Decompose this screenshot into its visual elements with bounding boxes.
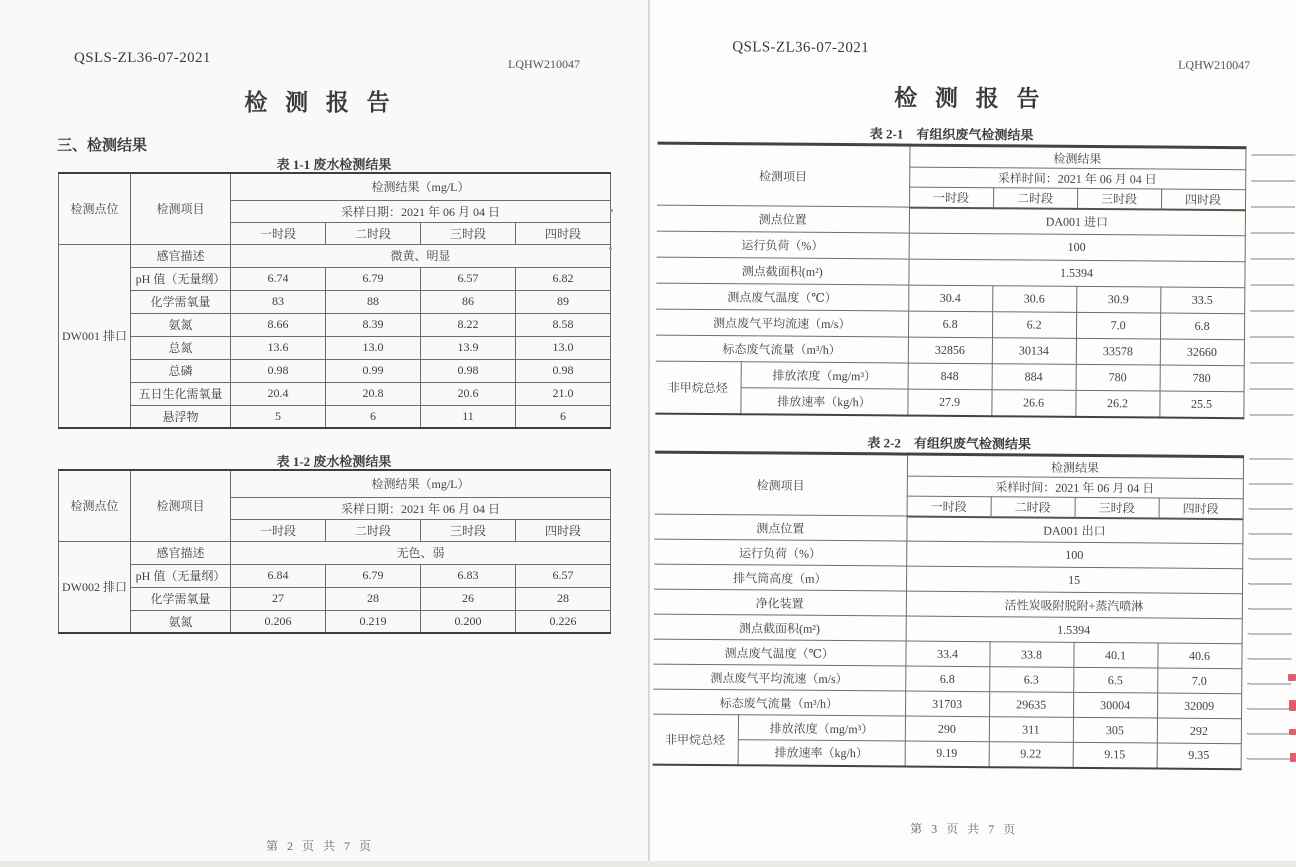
value-cell: 33578: [1076, 338, 1160, 365]
page-right-content: [648, 0, 1296, 861]
value-cell: 6.57: [421, 267, 516, 290]
period-cell: 四时段: [516, 519, 611, 541]
value-cell: 33.4: [905, 641, 989, 667]
value-cell: 32856: [908, 337, 992, 364]
value-cell: 32009: [1157, 693, 1241, 719]
value-cell: 13.9: [421, 336, 516, 359]
scan-speck: [610, 209, 613, 212]
value-cell: 20.4: [231, 382, 326, 405]
page-right: [648, 0, 1296, 861]
value-cell: 6.79: [326, 267, 421, 290]
value-cell: 6.8: [905, 666, 989, 692]
value-cell: 86: [421, 290, 516, 313]
sample-time-cell: 采样时间：2021 年 06 月 04 日: [909, 167, 1245, 190]
value-cell: 6.8: [1160, 313, 1244, 340]
period-cell: 四时段: [1159, 498, 1243, 519]
value-cell: 30.6: [992, 286, 1076, 313]
value-cell: 305: [1073, 717, 1157, 743]
value-cell: 29635: [989, 692, 1073, 718]
period-cell: 一时段: [231, 519, 326, 541]
item-cell: pH 值（无量纲）: [131, 267, 231, 290]
value-cell: 83: [231, 290, 326, 313]
table-line-bleed: [1247, 458, 1293, 772]
span-value-cell: 100: [909, 233, 1245, 262]
period-cell: 三时段: [1077, 188, 1161, 209]
value-cell: 9.15: [1073, 742, 1157, 768]
param-label-cell: 净化装置: [654, 589, 906, 616]
value-cell: 7.0: [1157, 668, 1241, 694]
param-label-cell: 测点位置: [657, 205, 909, 233]
param-label-cell: 运行负荷（%）: [657, 231, 909, 259]
period-cell: 二时段: [326, 222, 421, 244]
red-binding-mark: [1288, 674, 1296, 681]
value-cell: 9.22: [989, 742, 1073, 768]
span-value-cell: 无色、弱: [231, 541, 611, 564]
value-cell: 33.8: [989, 642, 1073, 668]
value-cell: 6.57: [516, 564, 611, 587]
value-cell: 7.0: [1076, 312, 1160, 339]
span-value-cell: 1.5394: [906, 616, 1242, 644]
value-cell: 27: [231, 587, 326, 610]
report-number: LQHW210047: [508, 57, 580, 71]
item-cell: pH 值（无量纲）: [131, 564, 231, 587]
value-cell: 9.35: [1157, 743, 1241, 769]
table-row: [59, 359, 611, 382]
value-cell: 26.6: [991, 390, 1075, 417]
table-caption: 表 1-2 废水检测结果: [276, 454, 392, 469]
table-caption: 表 2-2 有组织废气检测结果: [867, 435, 1032, 452]
value-cell: 13.0: [516, 336, 611, 359]
value-cell: 6.79: [326, 564, 421, 587]
param-label-cell: 测点废气温度（℃）: [653, 639, 905, 666]
param-label-cell: 测点废气温度（℃）: [656, 283, 908, 311]
value-cell: 20.6: [421, 382, 516, 405]
value-cell: 884: [992, 364, 1076, 391]
value-cell: 30.9: [1076, 286, 1160, 313]
result-header-cell: 检测结果（mg/L）: [231, 470, 611, 497]
wastewater-table-1-2: [58, 469, 611, 634]
table-row: [59, 541, 611, 564]
span-value-cell: 100: [906, 541, 1242, 569]
period-cell: 一时段: [909, 187, 993, 208]
wastewater-table-1-1: [58, 172, 611, 429]
page-footer: 第 3 页 共 7 页: [910, 821, 1019, 837]
param-label-cell: 排放浓度（mg/m³）: [738, 715, 905, 741]
value-cell: 89: [516, 290, 611, 313]
table-row: [59, 382, 611, 405]
value-cell: 311: [989, 717, 1073, 743]
table-row: [59, 290, 611, 313]
period-cell: 二时段: [991, 497, 1075, 518]
value-cell: 8.22: [421, 313, 516, 336]
param-label-cell: 运行负荷（%）: [654, 539, 906, 566]
value-cell: 40.6: [1157, 643, 1241, 669]
table-row: [59, 267, 611, 290]
value-cell: 28: [326, 587, 421, 610]
param-label-cell: 标态废气流量（m³/h）: [653, 689, 905, 716]
result-header-cell: 检测结果: [909, 145, 1245, 170]
value-cell: 6: [516, 405, 611, 428]
value-cell: 780: [1076, 364, 1160, 391]
item-header-cell: 检测项目: [655, 452, 907, 516]
red-binding-mark: [1289, 729, 1296, 735]
span-value-cell: 微黄、明显: [231, 244, 611, 267]
group-cell: 非甲烷总烃: [653, 714, 738, 765]
monitoring-point-cell: DW002 排口: [59, 541, 131, 633]
value-cell: 40.1: [1073, 642, 1157, 668]
point-header-cell: 检测点位: [59, 173, 131, 244]
value-cell: 848: [908, 363, 992, 390]
value-cell: 6: [326, 405, 421, 428]
period-cell: 二时段: [326, 519, 421, 541]
value-cell: 27.9: [907, 389, 991, 416]
group-cell: 非甲烷总烃: [655, 361, 740, 414]
param-label-cell: 标态废气流量（m³/h）: [656, 335, 908, 363]
result-header-cell: 检测结果: [907, 454, 1243, 479]
value-cell: 8.58: [516, 313, 611, 336]
period-cell: 四时段: [1161, 189, 1245, 210]
point-header-cell: 检测点位: [59, 470, 131, 541]
value-cell: 8.39: [326, 313, 421, 336]
value-cell: 6.5: [1073, 667, 1157, 693]
value-cell: 0.206: [231, 610, 326, 633]
doc-code: QSLS-ZL36-07-2021: [732, 39, 870, 57]
param-label-cell: 测点废气平均流速（m/s）: [653, 664, 905, 691]
item-header-cell: 检测项目: [131, 470, 231, 541]
value-cell: 0.99: [326, 359, 421, 382]
param-label-cell: 排放速率（kg/h）: [738, 740, 905, 766]
monitoring-point-cell: DW001 排口: [59, 244, 131, 428]
item-cell: 总氮: [131, 336, 231, 359]
value-cell: 290: [905, 716, 989, 742]
value-cell: 6.84: [231, 564, 326, 587]
span-value-cell: 15: [906, 566, 1242, 594]
span-value-cell: 活性炭吸附脱附+蒸汽喷淋: [906, 591, 1242, 619]
value-cell: 6.8: [908, 311, 992, 338]
table-header-row: [59, 173, 611, 200]
page-footer: 第 2 页 共 7 页: [265, 839, 374, 853]
scan-speck: [609, 247, 612, 250]
item-cell: 化学需氧量: [131, 290, 231, 313]
table-header-row: [655, 452, 1243, 479]
report-title: 检 测 报 告: [894, 85, 1046, 112]
value-cell: 6.82: [516, 267, 611, 290]
period-cell: 一时段: [907, 496, 991, 517]
red-binding-mark: [1289, 700, 1296, 711]
table-row: [59, 244, 611, 267]
table-caption: 表 1-1 废水检测结果: [276, 157, 392, 172]
gas-table-2-1: [655, 142, 1246, 419]
period-cell: 三时段: [421, 222, 516, 244]
table-line-bleed: [1249, 154, 1295, 424]
span-value-cell: DA001 进口: [909, 207, 1245, 236]
value-cell: 0.226: [516, 610, 611, 633]
value-cell: 30004: [1073, 692, 1157, 718]
param-label-cell: 排放浓度（mg/m³）: [741, 362, 908, 389]
value-cell: 6.74: [231, 267, 326, 290]
table-row: [655, 387, 1243, 418]
param-label-cell: 测点截面积(m²): [656, 257, 908, 285]
report-number: LQHW210047: [1178, 57, 1251, 73]
value-cell: 780: [1160, 365, 1244, 392]
period-cell: 三时段: [1075, 497, 1159, 518]
param-label-cell: 测点截面积(m²): [654, 614, 906, 641]
report-title: 检 测 报 告: [244, 90, 396, 115]
doc-code: QSLS-ZL36-07-2021: [74, 50, 211, 66]
param-label-cell: 测点废气平均流速（m/s）: [656, 309, 908, 337]
item-header-cell: 检测项目: [657, 143, 909, 207]
sample-time-cell: 采样时间：2021 年 06 月 04 日: [907, 476, 1243, 499]
value-cell: 292: [1157, 718, 1241, 744]
table-row: [59, 564, 611, 587]
sample-date-cell: 采样日期：2021 年 06 月 04 日: [231, 497, 611, 519]
value-cell: 8.66: [231, 313, 326, 336]
param-label-cell: 测点位置: [654, 514, 906, 541]
value-cell: 0.98: [231, 359, 326, 382]
value-cell: 88: [326, 290, 421, 313]
period-cell: 一时段: [231, 222, 326, 244]
value-cell: 6.3: [989, 667, 1073, 693]
period-cell: 四时段: [516, 222, 611, 244]
item-cell: 氨氮: [131, 313, 231, 336]
value-cell: 28: [516, 587, 611, 610]
value-cell: 0.98: [516, 359, 611, 382]
value-cell: 0.219: [326, 610, 421, 633]
section-heading: 三、检测结果: [57, 138, 148, 154]
value-cell: 9.19: [905, 741, 989, 767]
period-cell: 二时段: [993, 188, 1077, 209]
item-cell: 悬浮物: [131, 405, 231, 428]
sample-date-cell: 采样日期：2021 年 06 月 04 日: [231, 200, 611, 222]
value-cell: 33.5: [1160, 287, 1244, 314]
red-binding-mark: [1290, 753, 1296, 762]
table-header-row: [657, 143, 1245, 170]
value-cell: 6.83: [421, 564, 516, 587]
value-cell: 31703: [905, 691, 989, 717]
value-cell: 26.2: [1075, 390, 1159, 417]
param-label-cell: 排放速率（kg/h）: [740, 388, 907, 415]
value-cell: 32660: [1160, 339, 1244, 366]
table-row: [59, 405, 611, 428]
item-cell: 氨氮: [131, 610, 231, 633]
table-row: [653, 739, 1241, 769]
value-cell: 21.0: [516, 382, 611, 405]
item-cell: 感官描述: [131, 244, 231, 267]
value-cell: 5: [231, 405, 326, 428]
value-cell: 30.4: [908, 285, 992, 312]
param-label-cell: 排气筒高度（m）: [654, 564, 906, 591]
value-cell: 20.8: [326, 382, 421, 405]
value-cell: 6.2: [992, 312, 1076, 339]
table-row: [59, 313, 611, 336]
value-cell: 0.98: [421, 359, 516, 382]
item-cell: 感官描述: [131, 541, 231, 564]
period-cell: 三时段: [421, 519, 516, 541]
table-row: [59, 587, 611, 610]
table-row: [59, 610, 611, 633]
value-cell: 11: [421, 405, 516, 428]
span-value-cell: 1.5394: [908, 259, 1244, 288]
value-cell: 13.6: [231, 336, 326, 359]
table-header-row: [59, 470, 611, 497]
table-row: [59, 336, 611, 359]
page-left: [0, 0, 648, 861]
table-caption: 表 2-1 有组织废气检测结果: [869, 126, 1034, 143]
value-cell: 25.5: [1159, 391, 1243, 418]
span-value-cell: DA001 出口: [906, 516, 1242, 544]
value-cell: 30134: [992, 338, 1076, 365]
result-header-cell: 检测结果（mg/L）: [231, 173, 611, 200]
item-cell: 五日生化需氧量: [131, 382, 231, 405]
value-cell: 13.0: [326, 336, 421, 359]
value-cell: 0.200: [421, 610, 516, 633]
gas-table-2-2: [653, 451, 1244, 770]
item-cell: 化学需氧量: [131, 587, 231, 610]
item-cell: 总磷: [131, 359, 231, 382]
value-cell: 26: [421, 587, 516, 610]
item-header-cell: 检测项目: [131, 173, 231, 244]
